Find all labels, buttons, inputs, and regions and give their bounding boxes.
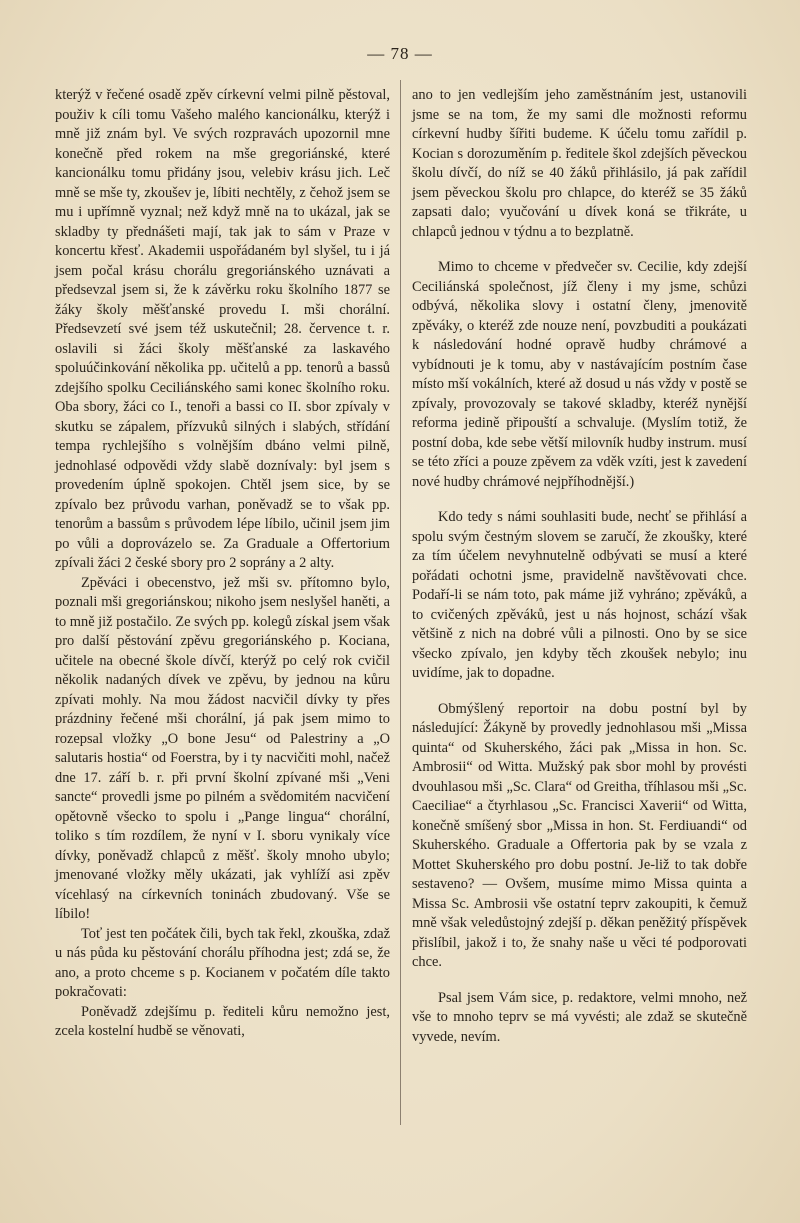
- paragraph: kterýž v řečené osadě zpěv církevní velmi pilně pěstoval, použiv k cíli tomu Vašeho malého kancionálku, kterýž i mně již znám byl. Ve svých rozpravách upozornil mne konečně před rokem na mše gregoriánské, které kancionálku tomu přidány jsou, velebiv krásu jich. Leč mně se mše ty, zkoušev je, líbiti nechtěly, z čehož jsem se mu i upřímně vyznal; než když mně na to ukázal, jak se skladby ty přednášeti mají, tak jak to sám v Praze v koncertu křesť. Akademii uspořádaném byl slyšel, tu i já jsem počal krásu chorálu gregoriánského uznávati a předsevzal jsem si, že k závěrku roku školního 1877 se žáky školy měšťanské provedu I. mši chorální. Předsevzetí své jsem též uskutečnil; 28. července t. r. oslavili si žáci školy měšťanské za laskavého spoluúčinkování několika pp. učitelů a pp. tenorů a bassů zdejšího spolku Ceciliánského sami konec školního roku. Oba sbory, žáci co I., tenoři a bassi co II. sbor zpívaly v skutku se zápalem, přízvuků silných i slabých, střídání tempa rychlejšího s volnějším dbáno velmi pilně, jednohlasé odpovědi vždy slabě doznívaly: byl jsem s provedením úplně spokojen. Chtěl jsem sice, by se zpívalo bez průvodu varhan, poněvadž se to však pp. tenorům a bassům s průvodem lépe líbilo, učinil jsem jim po vůli a doprovázelo se. Za Graduale a Offertorium zpívali žáci 2 české sbory pro 2 soprány a 2 alty.: [55, 87, 390, 571]
- paragraph: Mimo to chceme v předvečer sv. Cecilie, kdy zdejší Ceciliánská společnost, jíž členy i my jsme, schůzi odbývá, několika slovy i ostatní členy, jmenovitě zpěváky, o kteréž zde nouze není, povzbuditi a poukázati k následování hodné opravě hudby chrámové a vybídnouti je k tomu, aby v nastávajícím postním čase místo mší vokálních, které až dosud u nás vždy v postě se zpívaly, provozovaly se takové skladby, kteréž nynější reforma jedině připouští a schvaluje. (Myslím totiž, že postní doba, kde sebe větší milovník hudby instrum. musí se této zříci a pouze zpěvem za vděk vzíti, jest k zavedení nové hudby chrámové nejpříhodnější.): [412, 259, 747, 490]
- paragraph: Toť jest ten počátek čili, bych tak řekl, zkouška, zdaž u nás půda ku pěstování chorálu příhodna jest; zdá se, že ano, a proto chceme s p. Kocianem v počatém díle takto pokračovati:: [55, 925, 390, 1000]
- right-column: [412, 86, 747, 1047]
- paragraph: ano to jen vedlejším jeho zaměstnáním jest, ustanovili jsme se na tom, že my sami dle možnosti reformu církevní hudby šířiti budeme. K účelu tomu zařídil p. Kocian s dorozuměním p. ředitele škol zdejších pěveckou školu dívčí, do níž se 40 žáků přihlásilo, já pak zařídil jsem pěveckou školu pro chlapce, do kteréž se 35 žáků zapsati dalo; vyučování u dívek koná se třikráte, u chlapců jednou v týdnu a to bezplatně.: [412, 87, 747, 240]
- paragraph: Psal jsem Vám sice, p. redaktore, velmi mnoho, než vše to mnoho teprv se má vyvésti; ale zdaž se skutečně vyvede, nevím.: [412, 989, 747, 1045]
- left-column: [55, 86, 390, 1042]
- paragraph: Poněvadž zdejšímu p. řediteli kůru nemožno jest, zcela kostelní hudbě se věnovati,: [55, 1003, 390, 1039]
- paragraph: Zpěváci i obecenstvo, jež mši sv. přítomno bylo, poznali mši gregoriánskou; nikoho jsem neslyšel haněti, a to mně již postačilo. Ze svých pp. kolegů získal jsem však pro další pěstování zpěvu gregoriánského p. Kociana, učitele na obecné škole dívčí, kterýž po celý rok cvičil několik nadaných dívek ve zpěvu, by jednou na kůru zpívati mohly. Na mou žádost nacvičil dívky ty přes prázdniny řečené mši chorální, já pak jsem mimo to rozepsal vložky „O bone Jesu“ od Palestriny a „O salutaris hostia“ od Foerstra, by i ty nacvičiti mohl, načež dne 17. září b. r. při první školní zpívané mši „Veni sancte“ provedli jsme po pilném a svědomitém nacvičení opětovně všecko to spolu i „Pange lingua“ chorální, toliko s tím rozdílem, že nyní v I. sboru vynikaly více dívky, poněvadž chlapců z měšť. školy mnoho ubylo; jmenované vložky měly ukázati, jak vyhlíží asi zpěv vícehlasý na církevních toninách zbudovaný. Vše se líbilo!: [55, 574, 390, 922]
- paragraph: Obmýšlený reportoir na dobu postní byl by následující: Žákyně by provedly jednohlasou mši „Missa quinta“ od Skuherského, žáci pak „Missa in hon. Sc. Ambrosii“ od Witta. Mužský pak sbor mohl by provésti dvouhlasou mši „Sc. Clara“ od Greitha, tříhlasou mši „Sc. Caeciliae“ a čtyrhlasou „Sc. Francisci Xaverii“ od Witta, konečně smíšený sbor „Missa in hon. St. Ferdiuandi“ od Skuherského. Graduale a Offertoria pak by se vzala z Mottet Skuherského pro dobu postní. Je-liž to tak dobře sestaveno? — Ovšem, musíme mimo Missa quinta a Missa Sc. Ambrosii vše ostatní teprv zakoupiti, k čemuž mně však veledůstojný zdejší p. děkan peněžitý příspěvek přislíbil, jakož i to, že snahy naše u věci té podporovati chce.: [412, 700, 747, 970]
- paragraph: Kdo tedy s námi souhlasiti bude, nechť se přihlásí a spolu svým čestným slovem se zaručí, že zkoušky, které za tím účelem nevyhnutelně odbývati se musí a které pořádati ochotni jsme, pravidelně navštěvovati chce. Podaří-li se nám toto, pak máme již vyhráno; zpěváků, a to cvičených zpěváků, jest u nás hojnost, schází však většině z nich na dobré vůli a pilnosti. Ono by se sice všecko zpívalo, jen kdyby těch zkoušek nebylo; inu uvidíme, jak to dopadne.: [412, 509, 747, 681]
- column-divider: [400, 80, 401, 1125]
- page-number: — 78 —: [367, 44, 433, 63]
